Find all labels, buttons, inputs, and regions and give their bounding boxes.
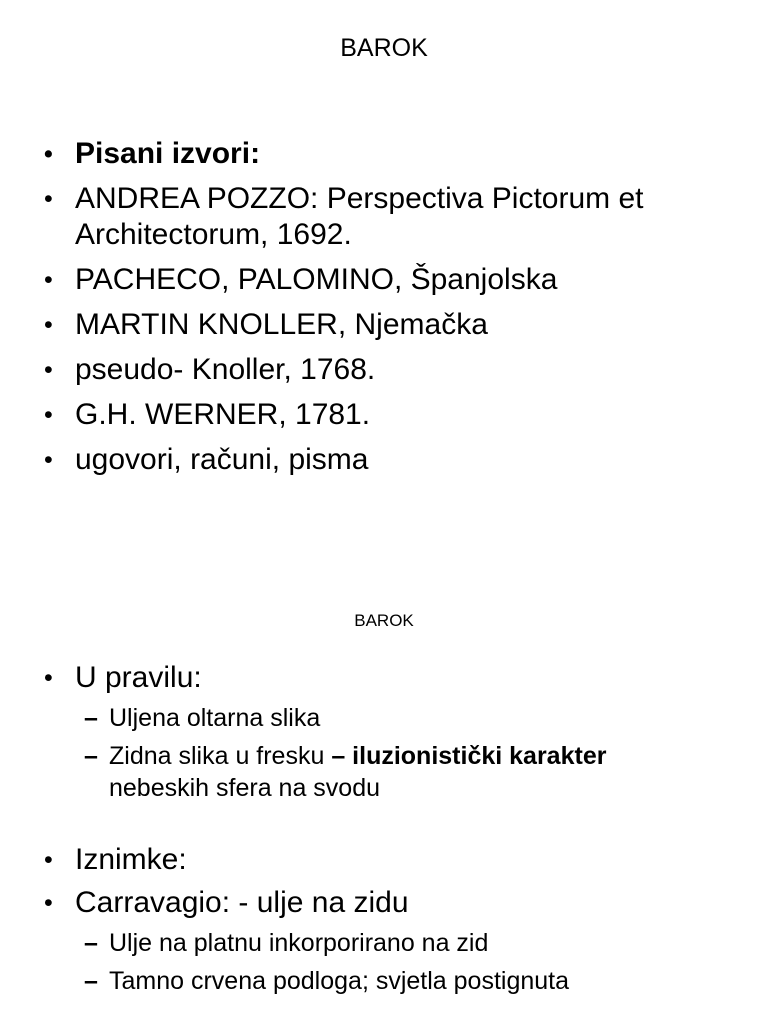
sub-bullet-text: Tamno crvena podloga; svjetla postignuta [109,967,570,995]
bullet-dot-icon: • [44,140,53,168]
slide-1-title: BAROK [340,34,428,62]
bullet-text: pseudo- Knoller, 1768. [75,353,376,386]
bullet-text: PACHECO, PALOMINO, Španjolska [75,263,558,296]
bullet-dot-icon: • [44,185,53,213]
bullet-text: Carravagio: - ulje na zidu [75,886,409,919]
bullet-item [0,660,715,696]
bullet-dot-icon: • [44,846,53,874]
en-dash-icon: – [84,704,98,732]
bullet-text: ugovori, računi, pisma [75,443,369,476]
slide-2-bullet-list [0,660,715,997]
bullet-text: Iznimke: [75,843,187,876]
bullet-text: MARTIN KNOLLER, Njemačka [75,308,488,341]
bullet-item [0,442,715,478]
sub-bullet-item [0,702,709,734]
en-dash-icon: – [84,742,98,770]
bullet-text: U pravilu: [75,661,202,694]
bullet-text: Pisani izvori: [75,137,261,170]
bullet-item [0,397,715,433]
sub-bullet-item [0,740,709,804]
bullet-item [0,307,715,343]
bullet-dot-icon: • [44,311,53,339]
bullet-text: G.H. WERNER, 1781. [75,398,371,431]
sub-bullet-text-continued: nebeskih sfera na svodu [109,774,381,802]
bullet-item [0,885,715,921]
sub-bullet-item [0,965,709,997]
sub-bullet-text: Ulje na platnu inkorporirano na zid [109,929,489,957]
bullet-dot-icon: • [44,356,53,384]
bullet-item [0,136,715,172]
slide-2-title: BAROK [354,611,414,630]
bullet-dot-icon: • [44,664,53,692]
en-dash-icon: – [84,929,98,957]
bullet-dot-icon: • [44,266,53,294]
bullet-text: ANDREA POZZO: Perspectiva Pictorum et Architectorum, 1692. [75,182,644,251]
slide-1-bullet-list [0,136,715,478]
bullet-item [0,352,715,388]
en-dash-icon: – [84,967,98,995]
bullet-item [0,262,715,298]
bullet-dot-icon: • [44,401,53,429]
sub-bullet-text: Zidna slika u fresku [109,742,332,770]
slide-2 [0,560,768,1024]
sub-bullet-text: Uljena oltarna slika [109,704,321,732]
sub-bullet-item [0,927,709,959]
bullet-item [0,181,715,253]
bullet-item [0,842,715,878]
bullet-dot-icon: • [44,889,53,917]
sub-bullet-emphasis: – iluzionistički karakter [331,742,607,770]
bullet-dot-icon: • [44,446,53,474]
